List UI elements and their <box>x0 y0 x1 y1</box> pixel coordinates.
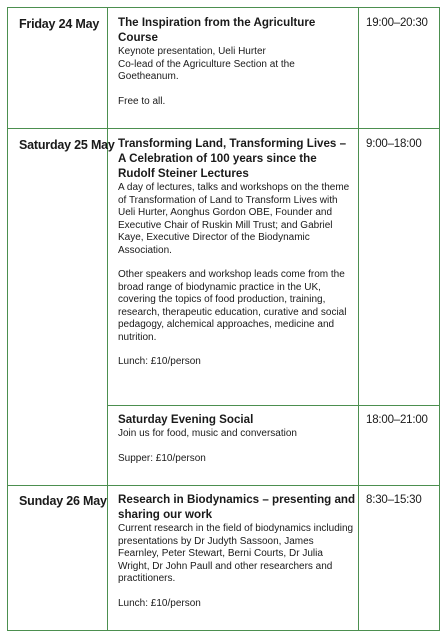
event-price: Free to all. <box>118 95 166 107</box>
time-saturday-evening: 18:00–21:00 <box>366 414 428 426</box>
event-description-more: Other speakers and workshop leads come from the broad range of biodynamic practice in the UK, covering the topics of food production, training, research, therapeutic education, curative and social pedagogy, alchemical approaches, medicine and nutrition. <box>118 269 347 343</box>
event-saturday-evening <box>118 412 356 465</box>
event-description: Join us for food, music and conversation <box>118 428 297 439</box>
event-price: Lunch: £10/person <box>118 356 201 367</box>
event-price: Supper: £10/person <box>118 452 206 464</box>
day-label-friday: Friday 24 May <box>19 17 100 31</box>
row-divider-saturday <box>8 485 439 486</box>
day-label-saturday: Saturday 25 May <box>19 138 115 152</box>
column-divider-time <box>358 8 359 630</box>
event-speaker: Keynote presentation, Ueli Hurter <box>118 46 266 57</box>
event-speaker-role: Co-lead of the Agriculture Section at the Goetheanum. <box>118 58 295 82</box>
time-saturday: 9:00–18:00 <box>366 138 422 150</box>
event-title: Research in Biodynamics – presenting and sharing our work <box>118 493 356 521</box>
event-friday <box>118 15 356 108</box>
row-divider-saturday-evening <box>107 405 439 406</box>
event-saturday <box>118 136 356 369</box>
time-friday: 19:00–20:30 <box>366 17 428 29</box>
event-title: Transforming Land, Transforming Lives – A Celebration of 100 years since the Rudolf Steiner Lectures <box>118 137 347 180</box>
row-divider-friday <box>8 128 439 129</box>
event-price: Lunch: £10/person <box>118 597 201 609</box>
time-sunday: 8:30–15:30 <box>366 494 422 506</box>
event-description: A day of lectures, talks and workshops on the theme of Transformation of Land to Transform Lives with Ueli Hurter, Aonghus Gordon OBE, Founder and Executive Chair of Ruskin Mill Trust; and Gabriel Kaye, Executive Director of the Biodynamic Association. <box>118 182 350 256</box>
day-label-sunday: Sunday 26 May <box>19 494 107 508</box>
event-title: The Inspiration from the Agriculture Course <box>118 16 316 44</box>
column-divider-day <box>107 8 108 630</box>
schedule-table <box>7 7 440 631</box>
event-description: Current research in the field of biodynamics including presentations by Dr Judyth Sassoon, James Fearnley, Peter Stewart, Berni Courts, Dr Julia Wright, Dr John Paull and other researchers and practitioners. <box>118 523 354 584</box>
event-title: Saturday Evening Social <box>118 413 254 426</box>
event-sunday <box>118 492 356 610</box>
